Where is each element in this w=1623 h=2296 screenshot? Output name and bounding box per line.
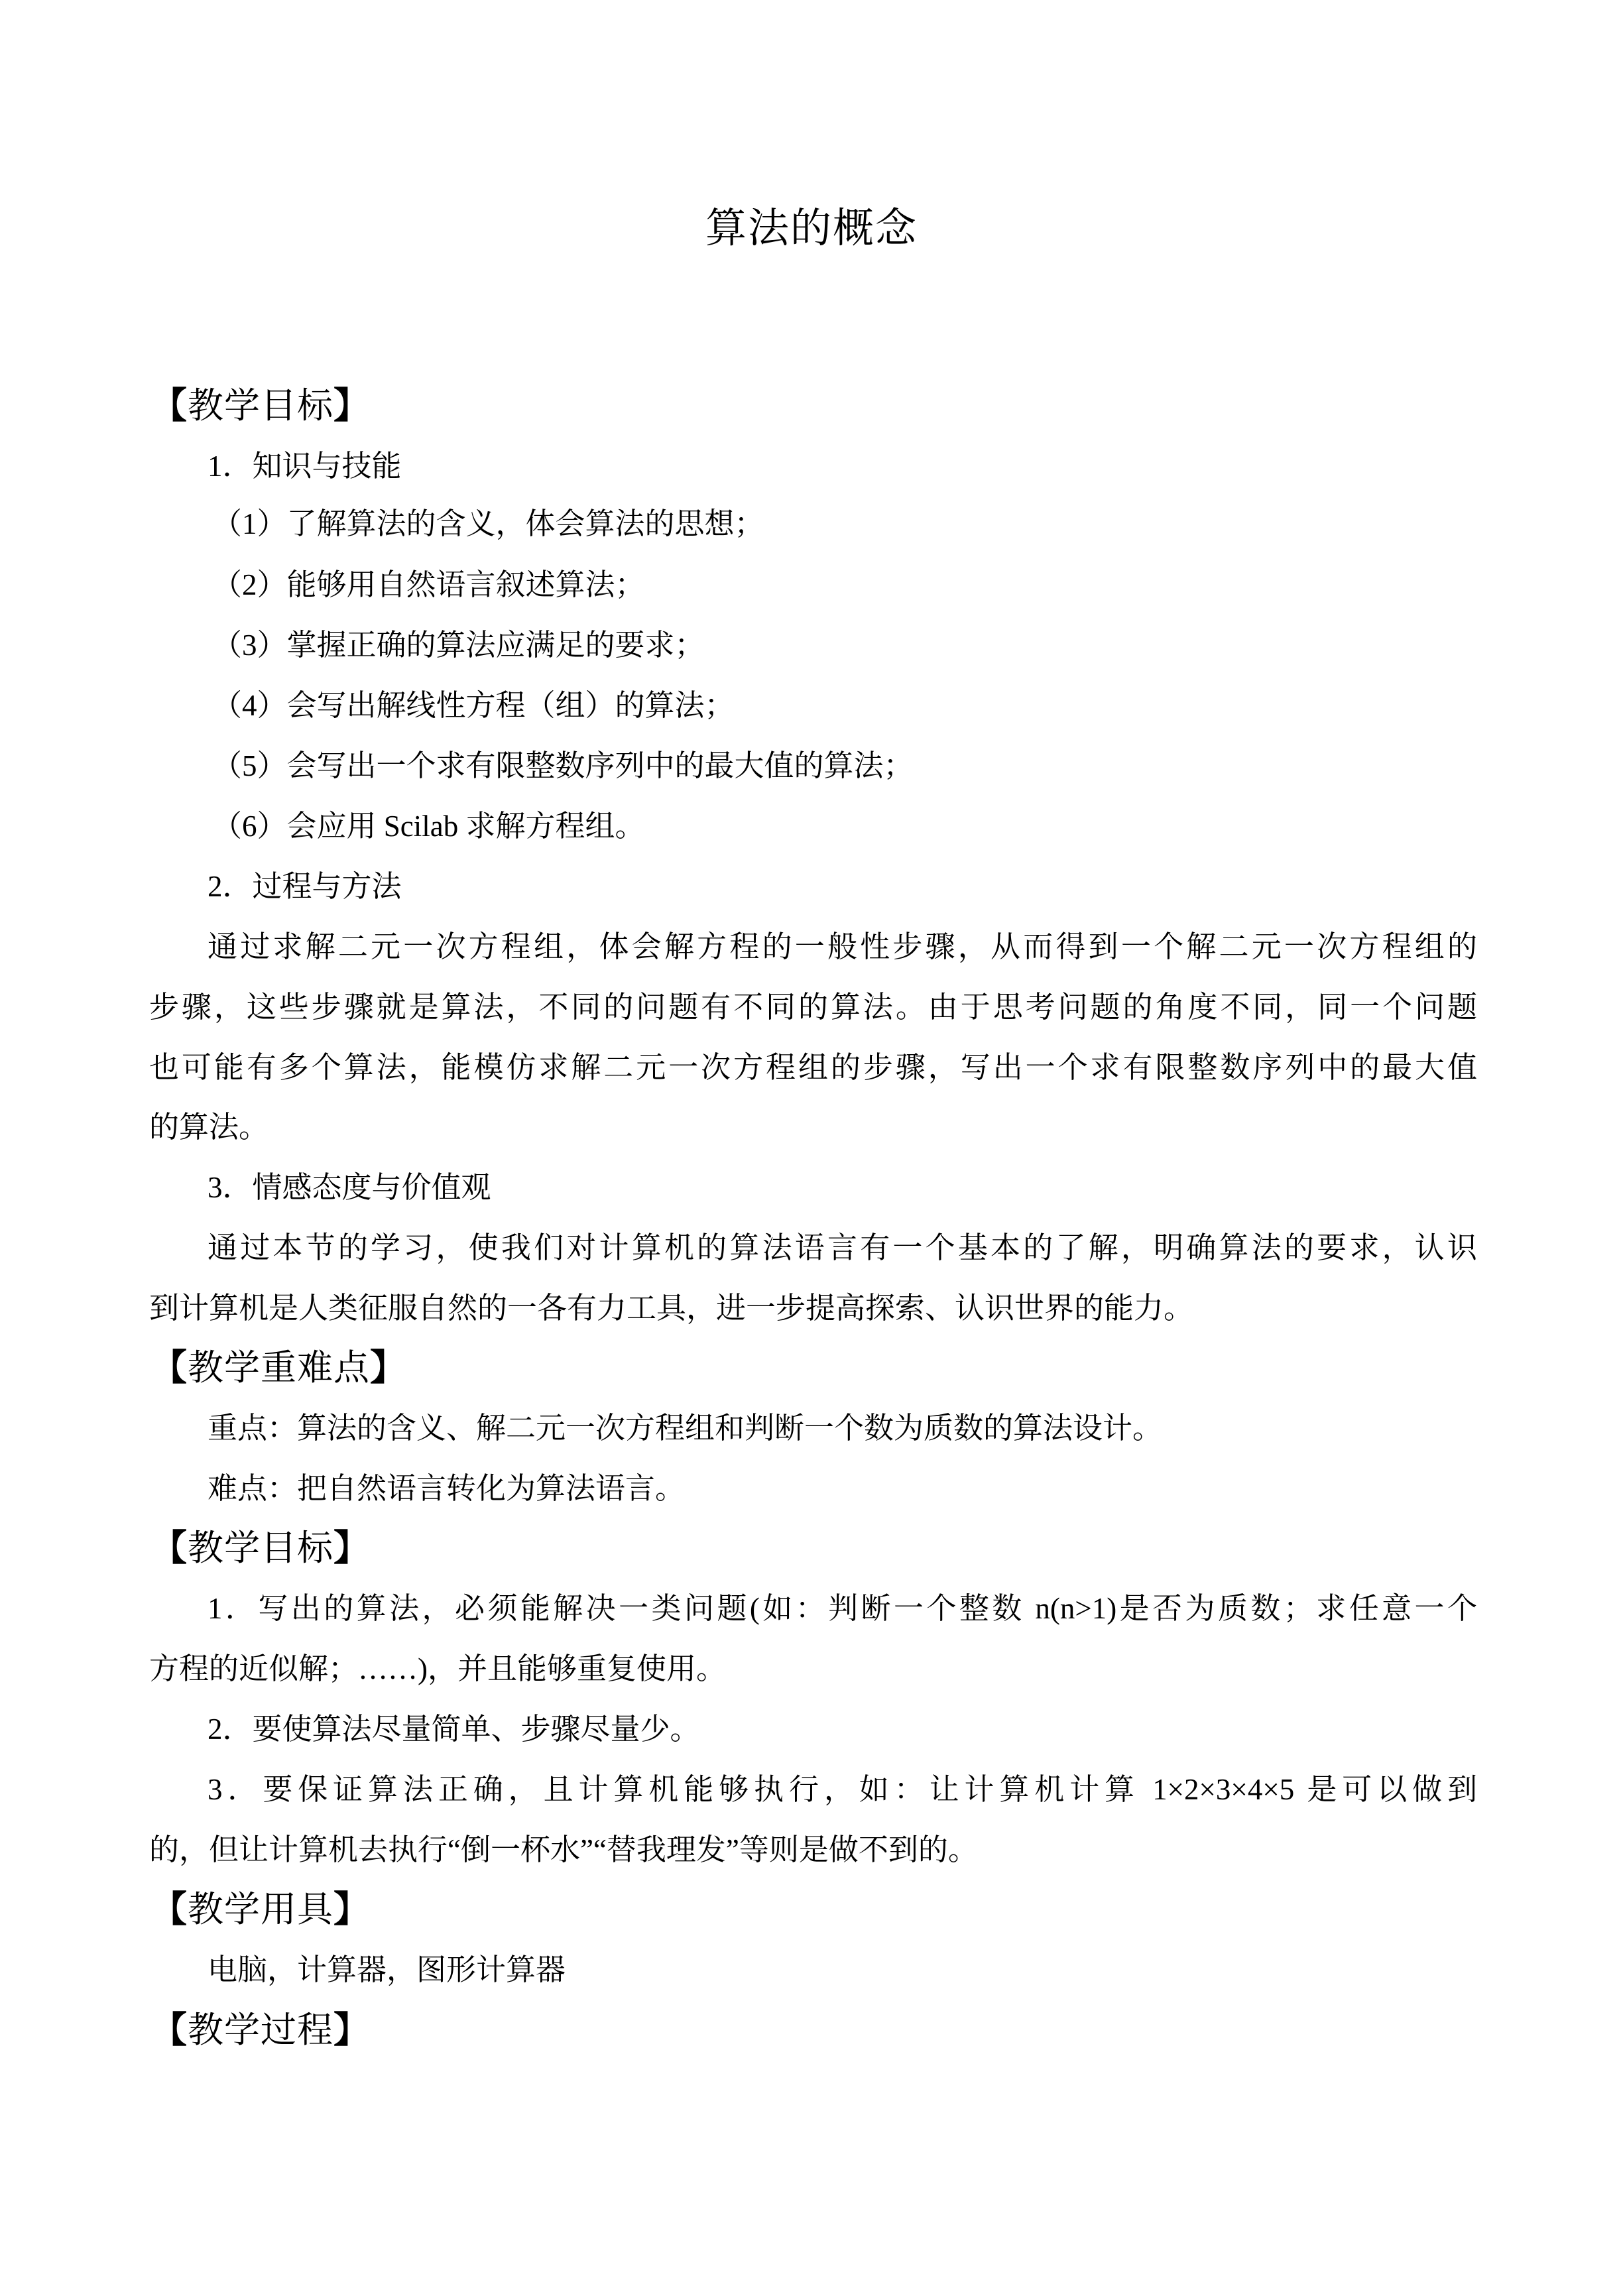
paragraph-line: 的算法。 — [149, 1111, 269, 1144]
point-line: 3．要保证算法正确，且计算机能够执行，如：让计算机计算 1×2×3×4×5 是可以做到 — [208, 1773, 1477, 1806]
list-item: （2）能够用自然语言叙述算法； — [212, 568, 645, 601]
point-line: 2．要使算法尽量简单、步骤尽量少。 — [208, 1713, 700, 1746]
difficult-point-line: 难点：把自然语言转化为算法语言。 — [208, 1472, 686, 1505]
section-heading-teaching-objectives-2 — [151, 1525, 370, 1571]
section-heading-teaching-objectives — [151, 383, 370, 429]
tools-line: 电脑，计算器，图形计算器 — [208, 1953, 566, 1986]
bracket-open: 【 — [151, 386, 188, 426]
paragraph-line: 步骤，这些步骤就是算法，不同的问题有不同的算法。由于思考问题的角度不同，同一个问题 — [149, 991, 1477, 1024]
bracket-close: 】 — [370, 1348, 406, 1388]
key-point-line: 重点：算法的含义、解二元一次方程组和判断一个数为质数的算法设计。 — [208, 1412, 1163, 1445]
point-line: 方程的近似解；……)，并且能够重复使用。 — [149, 1652, 726, 1685]
list-item: （1）了解算法的含义，体会算法的思想； — [212, 507, 764, 540]
section-heading-key-difficult-points — [151, 1345, 406, 1391]
point-line: 1．写出的算法，必须能解决一类问题(如：判断一个整数 n(n>1)是否为质数；求任意一个 — [208, 1592, 1477, 1625]
heading-text: 教学目标 — [188, 386, 333, 426]
subsection-label-attitudes-values: 3．情感态度与价值观 — [208, 1171, 491, 1204]
bracket-close: 】 — [333, 2010, 370, 2050]
paragraph-line: 通过本节的学习，使我们对计算机的算法语言有一个基本的了解，明确算法的要求，认识 — [208, 1231, 1477, 1264]
list-item: （5）会写出一个求有限整数序列中的最大值的算法； — [212, 749, 914, 782]
paragraph-line: 也可能有多个算法，能模仿求解二元一次方程组的步骤，写出一个求有限整数序列中的最大值 — [149, 1051, 1477, 1084]
subsection-label-knowledge-skills: 1．知识与技能 — [208, 450, 402, 483]
section-heading-teaching-process — [151, 2007, 370, 2053]
section-heading-teaching-tools — [151, 1886, 370, 1933]
paragraph-line: 通过求解二元一次方程组，体会解方程的一般性步骤，从而得到一个解二元一次方程组的 — [208, 930, 1477, 963]
bracket-open: 【 — [151, 2010, 188, 2050]
bracket-close: 】 — [333, 386, 370, 426]
heading-text: 教学过程 — [188, 2010, 333, 2050]
bracket-open: 【 — [151, 1890, 188, 1929]
bracket-open: 【 — [151, 1528, 188, 1568]
paragraph-line: 到计算机是人类征服自然的一各有力工具，进一步提高探索、认识世界的能力。 — [149, 1292, 1194, 1325]
list-item: （4）会写出解线性方程（组）的算法； — [212, 689, 735, 722]
bracket-close: 】 — [333, 1528, 370, 1568]
list-item: （6）会应用 Scilab 求解方程组。 — [212, 810, 645, 843]
page-title: 算法的概念 — [705, 206, 918, 251]
heading-text: 教学用具 — [188, 1890, 333, 1929]
heading-text: 教学目标 — [188, 1528, 333, 1568]
subsection-label-process-methods: 2．过程与方法 — [208, 870, 402, 903]
heading-text: 教学重难点 — [188, 1348, 370, 1388]
point-line: 的，但让计算机去执行“倒一杯水”“替我理发”等则是做不到的。 — [149, 1833, 978, 1866]
list-item: （3）掌握正确的算法应满足的要求； — [212, 629, 705, 662]
bracket-open: 【 — [151, 1348, 188, 1388]
bracket-close: 】 — [333, 1890, 370, 1929]
